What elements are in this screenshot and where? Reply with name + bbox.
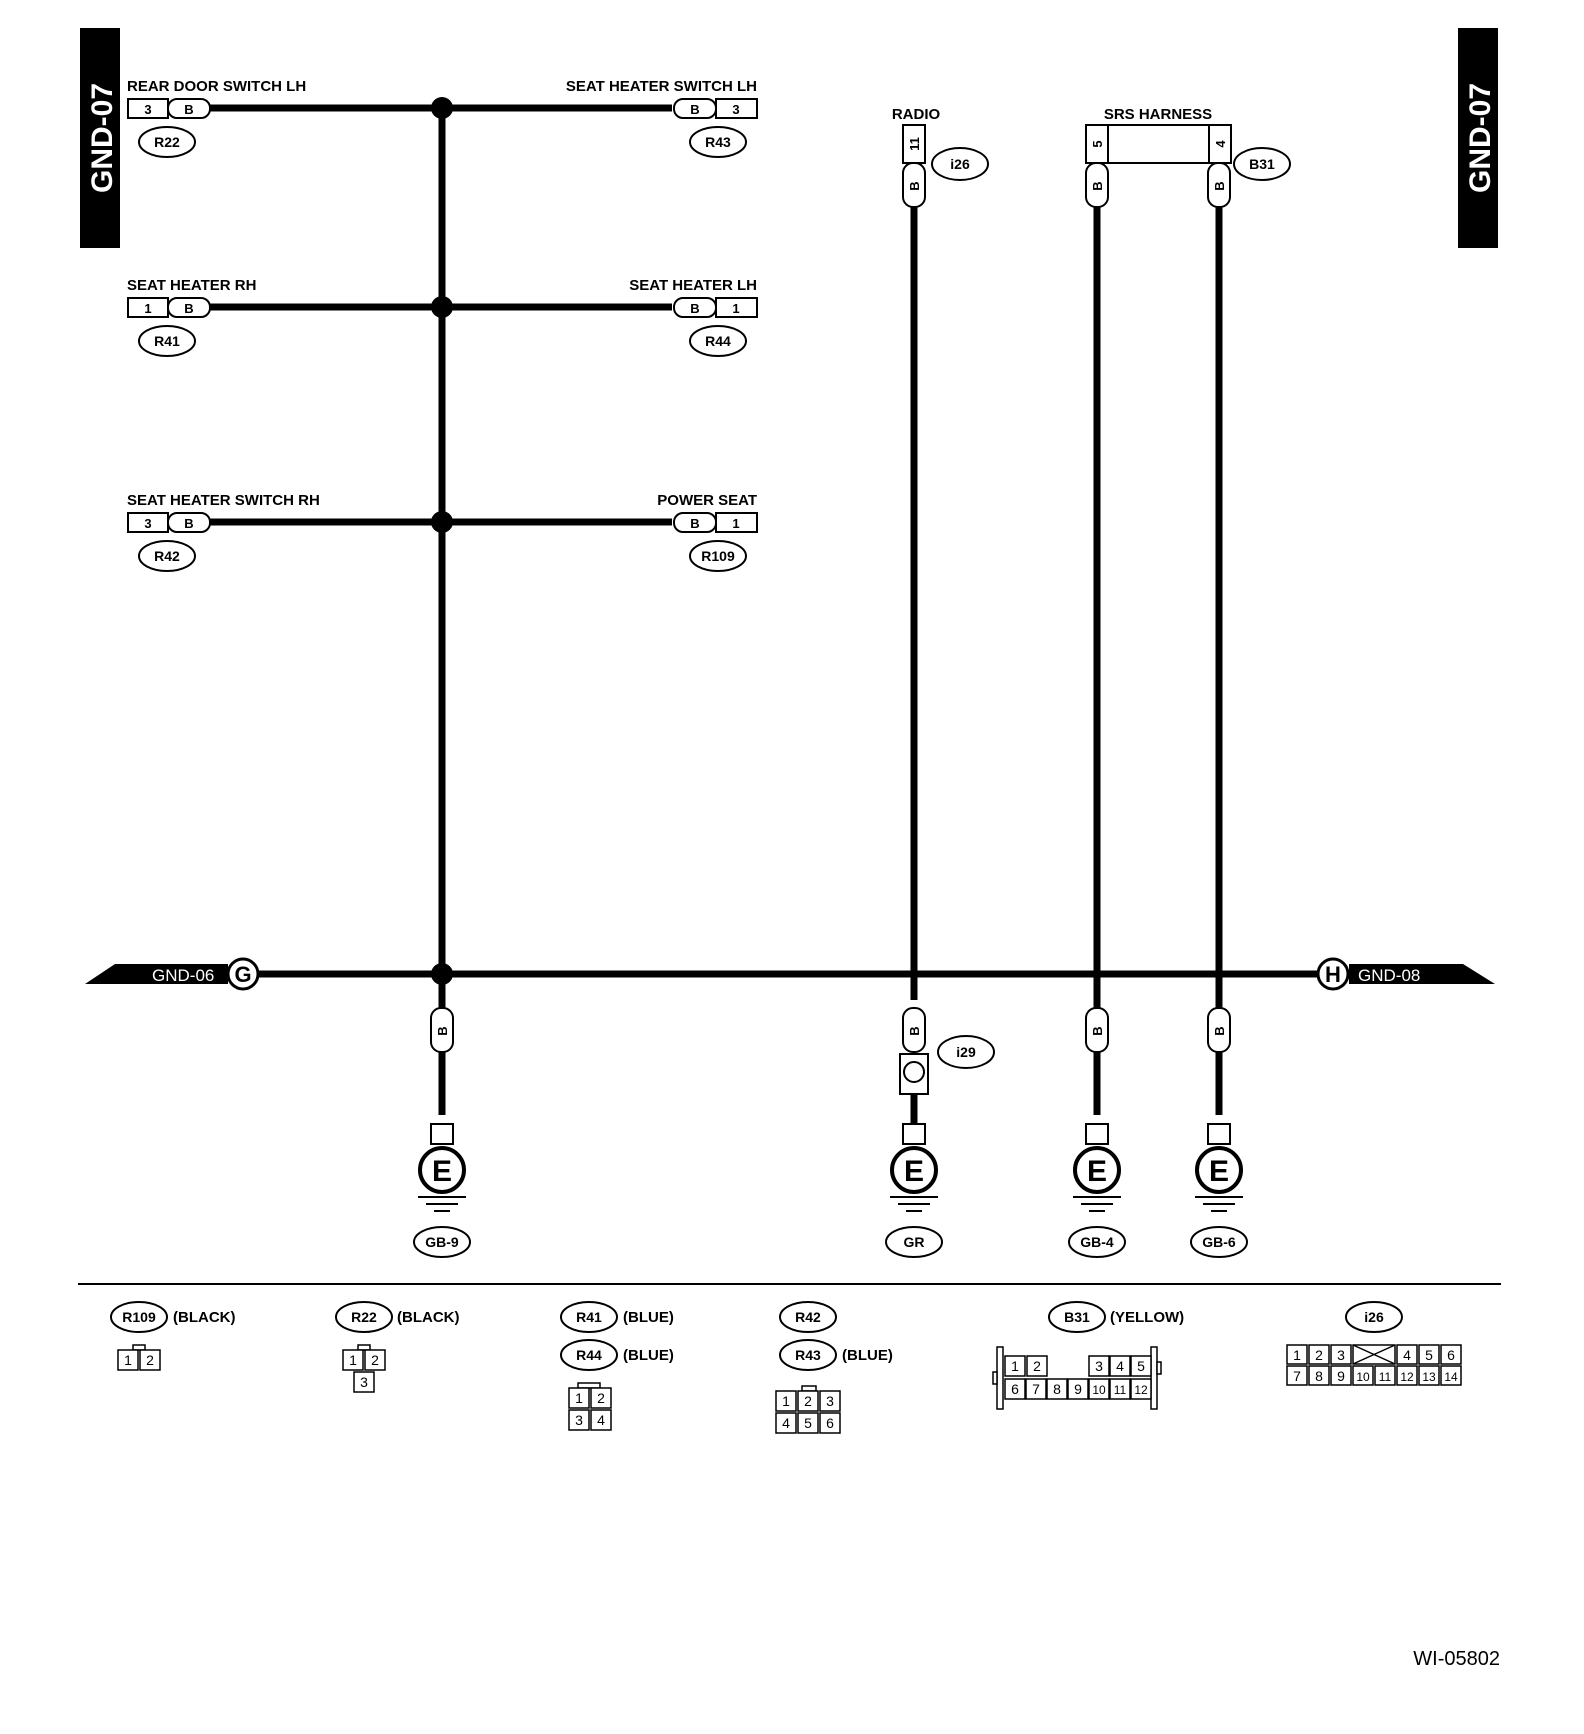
svg-text:R41: R41 <box>154 333 180 349</box>
side-label-left <box>80 28 120 248</box>
svg-text:2: 2 <box>1033 1358 1041 1374</box>
svg-text:2: 2 <box>371 1352 379 1368</box>
svg-text:8: 8 <box>1053 1381 1061 1397</box>
srs-harness-connector <box>1086 106 1290 207</box>
svg-text:GB-4: GB-4 <box>1080 1234 1114 1250</box>
svg-text:5: 5 <box>1137 1358 1145 1374</box>
svg-text:11: 11 <box>1113 1383 1127 1397</box>
svg-text:(YELLOW): (YELLOW) <box>1110 1309 1185 1326</box>
svg-text:3: 3 <box>826 1393 834 1409</box>
svg-text:R22: R22 <box>154 134 180 150</box>
wires <box>135 108 1450 1115</box>
legend-r109 <box>111 1302 235 1370</box>
svg-text:H: H <box>1325 962 1341 987</box>
svg-text:5: 5 <box>1090 140 1105 148</box>
svg-text:SEAT HEATER SWITCH RH: SEAT HEATER SWITCH RH <box>127 492 320 509</box>
seat-heater-lh <box>629 277 757 356</box>
svg-text:4: 4 <box>597 1412 605 1428</box>
ground-gb-6 <box>1191 1008 1247 1257</box>
svg-text:1: 1 <box>1011 1358 1019 1374</box>
ground-gr <box>886 1008 994 1257</box>
svg-text:i29: i29 <box>956 1044 976 1060</box>
svg-text:11: 11 <box>1378 1370 1392 1384</box>
svg-text:4: 4 <box>1116 1358 1124 1374</box>
legend-r42-r43 <box>776 1302 893 1433</box>
power-seat <box>657 492 757 571</box>
svg-text:GB-6: GB-6 <box>1202 1234 1236 1250</box>
svg-text:GND-07: GND-07 <box>86 82 119 194</box>
svg-text:R22: R22 <box>351 1309 377 1325</box>
svg-text:(BLUE): (BLUE) <box>842 1347 893 1364</box>
svg-text:6: 6 <box>1011 1381 1019 1397</box>
svg-text:B: B <box>1212 1026 1227 1036</box>
svg-text:POWER SEAT: POWER SEAT <box>657 492 757 509</box>
rear-door-switch-lh <box>127 78 306 157</box>
radio-connector <box>892 106 988 207</box>
svg-text:SEAT HEATER RH: SEAT HEATER RH <box>127 277 257 294</box>
seat-heater-switch-rh <box>127 492 320 571</box>
svg-text:10: 10 <box>1092 1383 1106 1397</box>
svg-text:R41: R41 <box>576 1309 602 1325</box>
svg-text:B: B <box>184 516 194 531</box>
svg-text:3: 3 <box>144 516 152 531</box>
svg-text:GND-08: GND-08 <box>1358 966 1421 985</box>
svg-text:5: 5 <box>1425 1347 1433 1363</box>
svg-text:B: B <box>690 516 700 531</box>
svg-text:1: 1 <box>732 301 740 316</box>
svg-text:3: 3 <box>1095 1358 1103 1374</box>
svg-text:1: 1 <box>732 516 740 531</box>
svg-text:(BLACK): (BLACK) <box>397 1309 460 1326</box>
svg-text:B: B <box>184 102 194 117</box>
svg-text:GND-06: GND-06 <box>152 966 215 985</box>
svg-text:B: B <box>907 1026 922 1036</box>
svg-text:13: 13 <box>1422 1370 1436 1384</box>
svg-text:3: 3 <box>144 102 152 117</box>
svg-text:R42: R42 <box>795 1309 821 1325</box>
legend-b31 <box>993 1302 1184 1409</box>
legend-r22 <box>336 1302 459 1392</box>
svg-text:B31: B31 <box>1064 1309 1090 1325</box>
svg-text:14: 14 <box>1444 1370 1458 1384</box>
svg-text:E: E <box>1086 1155 1108 1188</box>
ground-gb-9 <box>414 1008 470 1257</box>
svg-text:1: 1 <box>782 1393 790 1409</box>
side-label-right <box>1458 28 1498 248</box>
svg-text:B: B <box>1212 181 1227 191</box>
figure-code: WI-05802 <box>1413 1648 1500 1670</box>
svg-text:1: 1 <box>575 1390 583 1406</box>
svg-text:3: 3 <box>1337 1347 1345 1363</box>
svg-text:i26: i26 <box>1364 1309 1384 1325</box>
svg-text:2: 2 <box>146 1352 154 1368</box>
svg-text:B: B <box>184 301 194 316</box>
seat-heater-switch-lh <box>566 78 757 157</box>
svg-text:1: 1 <box>124 1352 132 1368</box>
svg-text:GR: GR <box>903 1234 925 1250</box>
svg-text:SEAT HEATER SWITCH LH: SEAT HEATER SWITCH LH <box>565 78 757 95</box>
svg-text:B: B <box>1090 181 1105 191</box>
svg-text:8: 8 <box>1315 1368 1323 1384</box>
svg-text:R42: R42 <box>154 548 180 564</box>
svg-text:R44: R44 <box>705 333 731 349</box>
svg-text:E: E <box>1208 1155 1230 1188</box>
svg-text:R109: R109 <box>122 1309 156 1325</box>
svg-text:12: 12 <box>1400 1370 1414 1384</box>
svg-text:i26: i26 <box>950 156 970 172</box>
svg-text:7: 7 <box>1293 1368 1301 1384</box>
svg-text:GB-9: GB-9 <box>425 1234 459 1250</box>
svg-text:GND-07: GND-07 <box>1464 82 1497 194</box>
svg-text:(BLUE): (BLUE) <box>623 1309 674 1326</box>
seat-heater-rh <box>127 277 256 356</box>
legend-i26 <box>1287 1302 1461 1385</box>
svg-text:SRS HARNESS: SRS HARNESS <box>1103 106 1213 123</box>
svg-text:B: B <box>690 102 700 117</box>
svg-text:6: 6 <box>826 1415 834 1431</box>
svg-text:SEAT HEATER LH: SEAT HEATER LH <box>629 277 757 294</box>
svg-text:R43: R43 <box>795 1347 821 1363</box>
svg-text:R109: R109 <box>701 548 735 564</box>
svg-text:1: 1 <box>144 301 152 316</box>
svg-text:10: 10 <box>1356 1370 1370 1384</box>
svg-text:3: 3 <box>575 1412 583 1428</box>
svg-text:9: 9 <box>1337 1368 1345 1384</box>
svg-text:1: 1 <box>1293 1347 1301 1363</box>
svg-text:B: B <box>435 1026 450 1036</box>
svg-text:6: 6 <box>1447 1347 1455 1363</box>
svg-text:3: 3 <box>732 102 740 117</box>
svg-text:2: 2 <box>597 1390 605 1406</box>
svg-text:3: 3 <box>360 1374 368 1390</box>
svg-text:11: 11 <box>907 137 922 151</box>
svg-text:R44: R44 <box>576 1347 602 1363</box>
svg-text:E: E <box>431 1155 453 1188</box>
svg-text:B: B <box>1090 1026 1105 1036</box>
legend-r41-r44 <box>561 1302 674 1430</box>
svg-text:E: E <box>903 1155 925 1188</box>
svg-text:4: 4 <box>782 1415 790 1431</box>
svg-text:B: B <box>907 181 922 191</box>
svg-text:4: 4 <box>1213 140 1228 148</box>
svg-text:2: 2 <box>804 1393 812 1409</box>
svg-text:B31: B31 <box>1249 156 1275 172</box>
svg-text:REAR DOOR SWITCH LH: REAR DOOR SWITCH LH <box>127 78 307 95</box>
svg-text:(BLUE): (BLUE) <box>623 1347 674 1364</box>
svg-text:RADIO: RADIO <box>891 106 941 123</box>
svg-text:B: B <box>690 301 700 316</box>
svg-text:2: 2 <box>1315 1347 1323 1363</box>
svg-text:(BLACK): (BLACK) <box>173 1309 236 1326</box>
svg-text:7: 7 <box>1032 1381 1040 1397</box>
svg-text:G: G <box>234 962 252 987</box>
ground-gb-4 <box>1069 1008 1125 1257</box>
svg-text:4: 4 <box>1403 1347 1411 1363</box>
svg-text:12: 12 <box>1134 1383 1148 1397</box>
svg-text:5: 5 <box>804 1415 812 1431</box>
svg-text:1: 1 <box>349 1352 357 1368</box>
svg-text:R43: R43 <box>705 134 731 150</box>
svg-text:9: 9 <box>1074 1381 1082 1397</box>
